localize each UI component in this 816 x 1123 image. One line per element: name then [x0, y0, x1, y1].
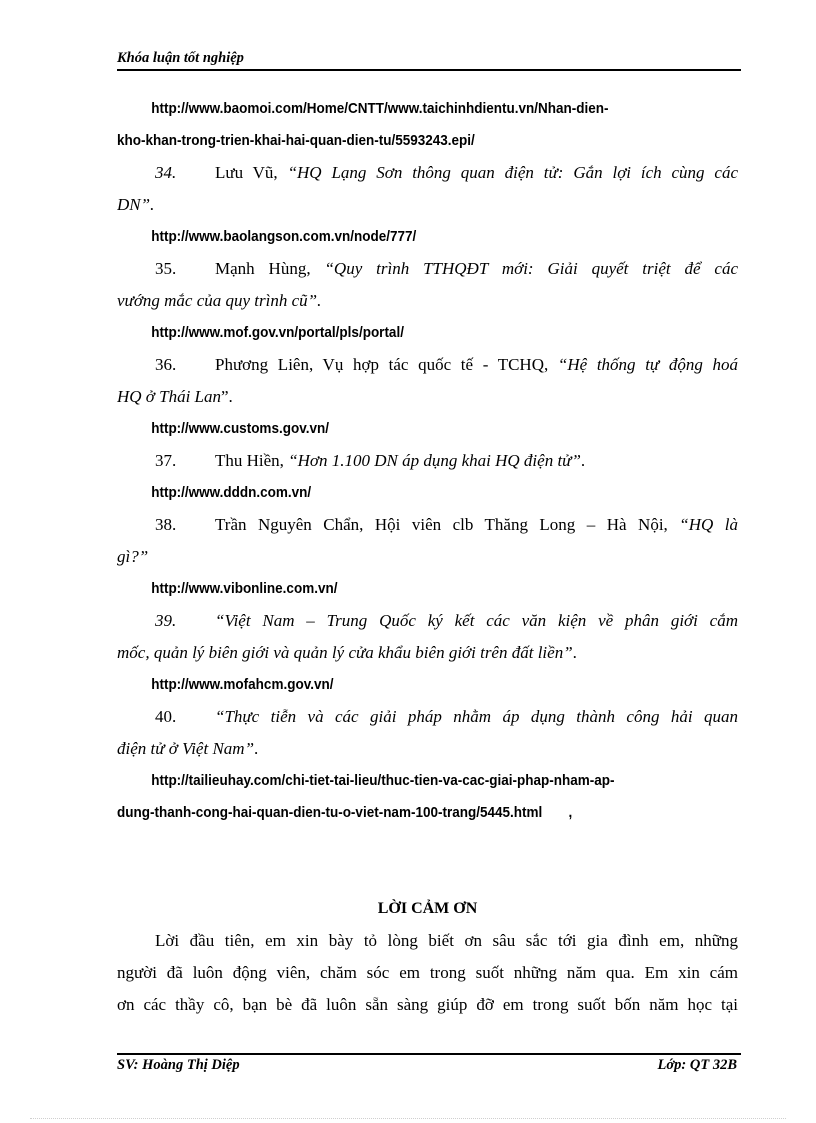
ref-39-title-end: mốc, quản lý biên giới và quản lý cửa khẩu biên giới trên đất liền” — [117, 643, 573, 662]
running-footer — [117, 1057, 737, 1074]
ref-36-author: Phương Liên, Vụ hợp tác quốc tế - TCHQ, — [215, 355, 549, 374]
footer-divider — [117, 1053, 741, 1055]
ref-37-title: “Hơn 1.100 DN áp dụng khai HQ điện tử” — [288, 451, 581, 470]
acknowledgement-line-3: ơn các thầy cô, bạn bè đã luôn sẵn sàng giúp đỡ em trong suốt bốn năm học tại — [117, 995, 738, 1014]
ref-39 — [117, 605, 738, 637]
ref-36-url: http://www.customs.gov.vn/ — [151, 420, 329, 437]
ref-37-author: Thu Hiền, — [215, 451, 284, 470]
footer-student: SV: Hoàng Thị Diệp — [117, 1057, 240, 1073]
ref-35-title: “Quy trình TTHQĐT mới: Giải quyết triệt để các — [324, 259, 738, 278]
acknowledgement-line-1: Lời đầu tiên, em xin bày tỏ lòng biết ơn sâu sắc tới gia đình em, những — [155, 931, 738, 950]
ref-40-url-line-2 — [117, 797, 676, 829]
ref-40-title: “Thực tiễn và các giải pháp nhằm áp dụng thành công hải quan — [215, 707, 738, 726]
acknowledgement-line-2: người đã luôn động viên, chăm sóc em trong suốt những năm qua. Em xin cám — [117, 963, 738, 982]
ref-33-url-line-2: kho-khan-trong-trien-khai-hai-quan-dien-tu/5593243.epi/ — [117, 132, 475, 149]
ref-37-number: 37. — [155, 451, 177, 470]
ref-34-author: Lưu Vũ, — [215, 163, 278, 182]
ref-38-title-cont: gì?” — [117, 547, 149, 566]
ref-39-title-cont — [117, 637, 738, 669]
ref-40-number: 40. — [155, 707, 177, 726]
ref-40 — [117, 701, 738, 733]
ref-35-number: 35. — [155, 259, 177, 278]
ref-36-title-end: HQ ở Thái Lan — [117, 387, 222, 406]
references-list — [117, 93, 738, 1021]
ref-40-url-line-1: http://tailieuhay.com/chi-tiet-tai-lieu/thuc-tien-va-cac-giai-phap-nham-ap- — [151, 772, 615, 789]
ref-35-author: Mạnh Hùng, — [215, 259, 311, 278]
ref-37-url: http://www.dddn.com.vn/ — [151, 484, 312, 501]
section-gap — [117, 829, 738, 893]
page-edge-dots — [30, 1118, 786, 1119]
ref-37 — [117, 445, 738, 477]
ref-36 — [117, 349, 738, 381]
ref-34 — [117, 157, 738, 189]
ref-36-title: “Hệ thống tự động hoá — [557, 355, 738, 374]
ref-39-number: 39. — [155, 611, 177, 630]
ref-34-url: http://www.baolangson.com.vn/node/777/ — [151, 228, 417, 245]
ref-40-title-cont — [117, 733, 738, 765]
ref-40-tail: . — [254, 739, 259, 758]
ref-40-title-end: điện tử ở Việt Nam” — [117, 739, 255, 758]
ref-38 — [117, 509, 738, 541]
ref-35-url: http://www.mof.gov.vn/portal/pls/portal/ — [151, 324, 404, 341]
ref-39-url: http://www.mofahcm.gov.vn/ — [151, 676, 334, 693]
acknowledgement-title: LỜI CẢM ƠN — [377, 900, 478, 917]
ref-39-tail: . — [572, 643, 577, 662]
ref-35-title-cont: vướng mắc của quy trình cũ”. — [117, 291, 322, 310]
ref-36-title-cont — [117, 381, 738, 413]
ref-34-title-cont: DN”. — [117, 195, 155, 214]
running-header: Khóa luận tốt nghiệp — [117, 50, 244, 66]
ref-34-number: 34. — [155, 163, 177, 182]
header-divider — [117, 69, 741, 71]
ref-40-url-tail: , — [568, 804, 573, 821]
ref-36-number: 36. — [155, 355, 177, 374]
ref-38-author: Trần Nguyên Chẩn, Hội viên clb Thăng Long – Hà Nội, — [215, 515, 668, 534]
ref-38-url: http://www.vibonline.com.vn/ — [151, 580, 338, 597]
ref-37-tail: . — [580, 451, 586, 470]
ref-34-title: “HQ Lạng Sơn thông quan điện tử: Gắn lợi ích cùng các — [287, 163, 738, 182]
ref-39-title: “Việt Nam – Trung Quốc ký kết các văn kiện về phân giới cắm — [215, 611, 738, 630]
ref-36-tail: ”. — [221, 387, 233, 406]
footer-class: Lớp: QT 32B — [657, 1057, 737, 1073]
ref-33-url-line-1: http://www.baomoi.com/Home/CNTT/www.taichinhdientu.vn/Nhan-dien- — [151, 100, 609, 117]
ref-35 — [117, 253, 738, 285]
ref-38-title: “HQ là — [679, 515, 738, 534]
ref-40-url-text: dung-thanh-cong-hai-quan-dien-tu-o-viet-nam-100-trang/5445.html — [117, 804, 543, 821]
ref-38-number: 38. — [155, 515, 177, 534]
